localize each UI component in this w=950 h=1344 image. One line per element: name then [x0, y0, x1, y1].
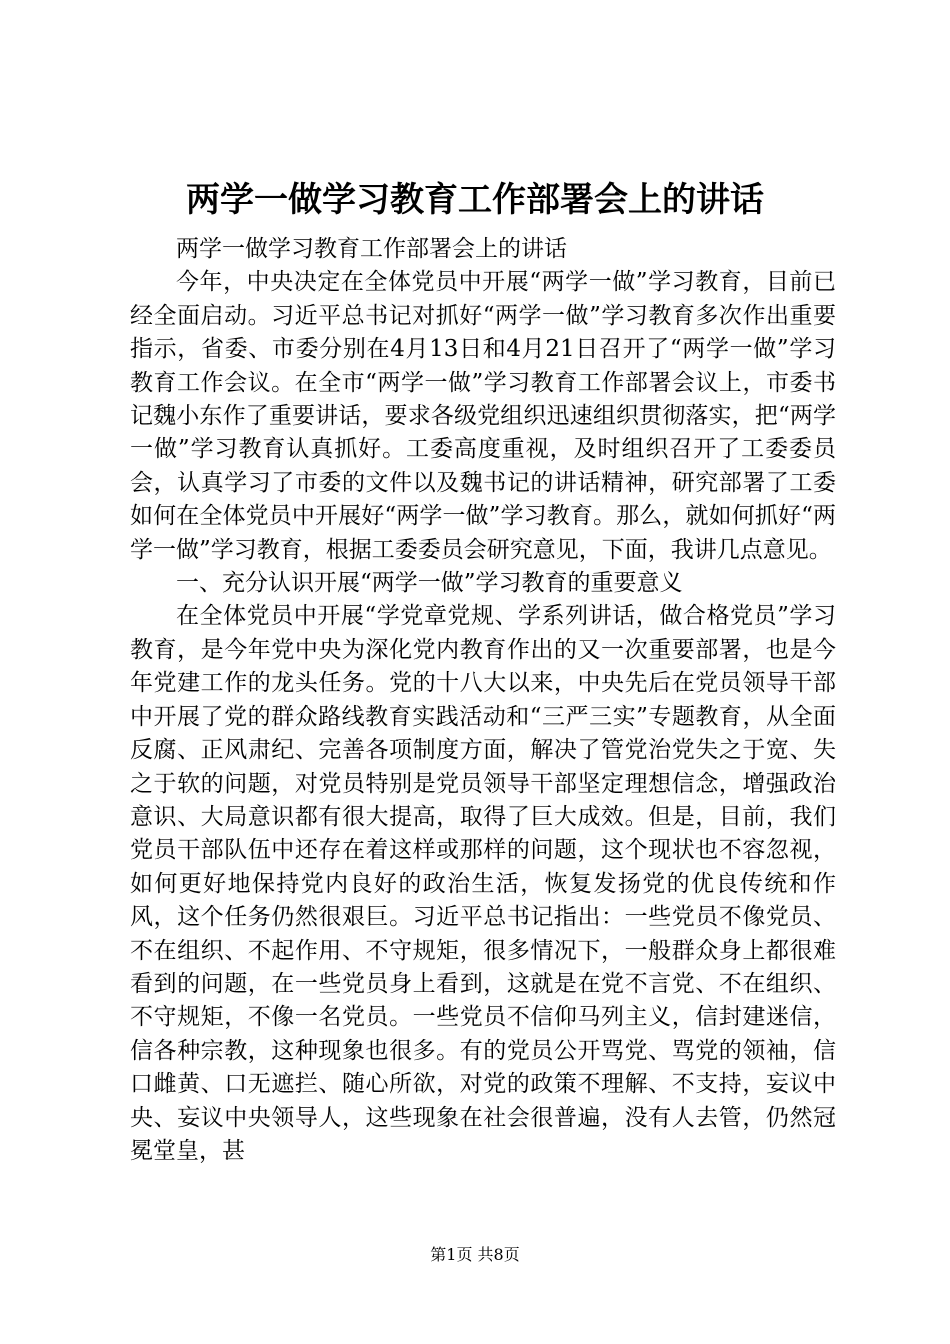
subtitle-paragraph: 两学一做学习教育工作部署会上的讲话 — [176, 236, 567, 262]
intro-paragraph: 今年，中央决定在全体党员中开展“两学一做”学习教育，目前已经全面启动。习近平总书记对抓好“两学一做”学习教育多次作出重要指示，省委、市委分别在4月13日和4月21日召开了“两学一做”学习教育工作会议。在全市“两学一做”学习教育工作部署会议上，市委书记魏小东作了重要讲话，要求各级党组织迅速组织贯彻落实，把“两学一做”学习教育认真抓好。工委高度重视，及时组织召开了工委委员会，认真学习了市委的文件以及魏书记的讲话精神，研究部署了工委如何在全体党员中开展好“两学一做”学习教育。那么，就如何抓好“两学一做”学习教育，根据工委委员会研究意见，下面，我讲几点意见。 — [130, 269, 836, 563]
page-footer: 第1页 共8页 — [430, 1245, 520, 1264]
document-title: 两学一做学习教育工作部署会上的讲话 — [186, 180, 764, 220]
section-heading: 一、充分认识开展“两学一做”学习教育的重要意义 — [176, 570, 683, 597]
document-body — [130, 233, 836, 1168]
body-paragraph: 在全体党员中开展“学党章党规、学系列讲话，做合格党员”学习教育，是今年党中央为深化党内教育作出的又一次重要部署，也是今年党建工作的龙头任务。党的十八大以来，中央先后在党员领导干部中开展了党的群众路线教育实践活动和“三严三实”专题教育，从全面反腐、正风肃纪、完善各项制度方面，解决了管党治党失之于宽、失之于软的问题，对党员特别是党员领导干部坚定理想信念，增强政治意识、大局意识都有很大提高，取得了巨大成效。但是，目前，我们党员干部队伍中还存在着这样或那样的问题，这个现状也不容忽视，如何更好地保持党内良好的政治生活，恢复发扬党的优良传统和作风，这个任务仍然很艰巨。习近平总书记指出：一些党员不像党员、不在组织、不起作用、不守规矩，很多情况下，一般群众身上都很难看到的问题，在一些党员身上看到，这就是在党不言党、不在组织、不守规矩，不像一名党员。一些党员不信仰马列主义，信封建迷信，信各种宗教，这种现象也很多。有的党员公开骂党、骂党的领袖，信口雌黄、口无遮拦、随心所欲，对党的政策不理解、不支持，妄议中央、妄议中央领导人，这些现象在社会很普遍，没有人去管，仍然冠冕堂皇，甚 — [130, 603, 836, 1164]
